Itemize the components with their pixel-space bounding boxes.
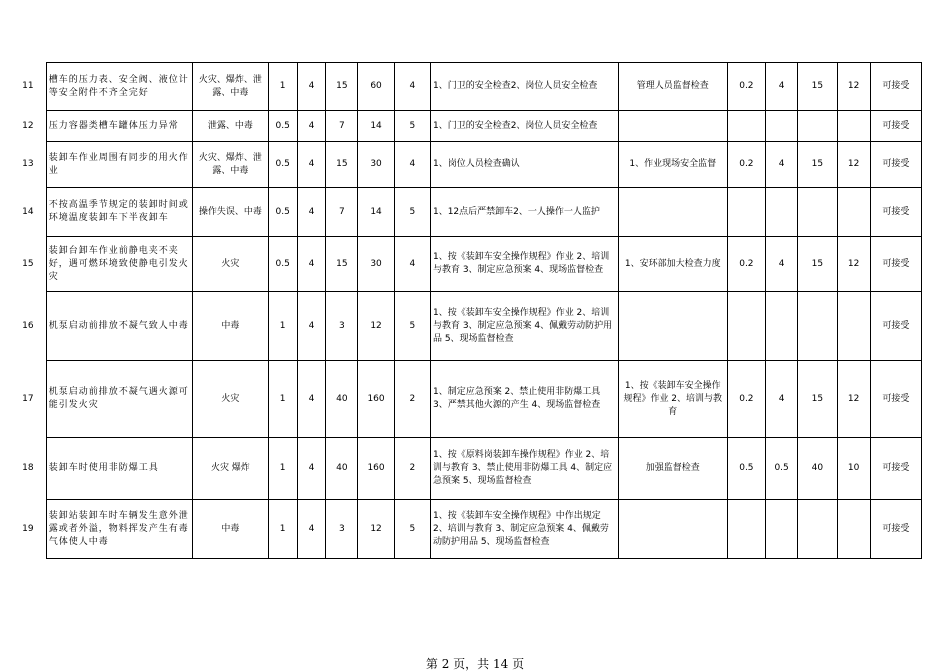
row-number: 18 — [10, 438, 46, 500]
residual-c: 15 — [798, 63, 837, 111]
residual-e: 4 — [766, 63, 798, 111]
hazard-description: 装卸台卸车作业前静电夹不夹好，遇可燃环境致使静电引发火灾 — [46, 237, 192, 292]
residual-e: 4 — [766, 237, 798, 292]
residual-l — [727, 188, 765, 237]
residual-d: 12 — [837, 63, 870, 111]
consequence: 操作失误、中毒 — [193, 188, 269, 237]
exposure-e: 4 — [297, 237, 326, 292]
table-row — [10, 361, 922, 438]
consequence-c: 40 — [326, 361, 358, 438]
row-number: 11 — [10, 63, 46, 111]
residual-l: 0.2 — [727, 142, 765, 188]
row-number: 17 — [10, 361, 46, 438]
row-number: 13 — [10, 142, 46, 188]
residual-e: 4 — [766, 142, 798, 188]
control-measures: 1、按《装卸车安全操作规程》中作出规定 2、培训与教育 3、制定应急预案 4、佩戴劳动防护用品 5、现场监督检查 — [430, 500, 618, 559]
residual-c: 15 — [798, 237, 837, 292]
residual-d — [837, 188, 870, 237]
row-number: 16 — [10, 292, 46, 361]
consequence-c: 3 — [326, 500, 358, 559]
hazard-description: 槽车的压力表、安全阀、液位计等安全附件不齐全完好 — [46, 63, 192, 111]
acceptability: 可接受 — [870, 237, 921, 292]
risk-score-d: 14 — [358, 111, 394, 142]
additional-measures: 管理人员监督检查 — [618, 63, 727, 111]
likelihood-l: 1 — [268, 292, 297, 361]
risk-level: 4 — [394, 142, 430, 188]
acceptability: 可接受 — [870, 438, 921, 500]
consequence: 火灾、爆炸、泄露、中毒 — [193, 142, 269, 188]
risk-score-d: 160 — [358, 438, 394, 500]
additional-measures: 1、安环部加大检查力度 — [618, 237, 727, 292]
consequence: 火灾、爆炸、泄露、中毒 — [193, 63, 269, 111]
additional-measures — [618, 292, 727, 361]
hazard-description: 装卸车时使用非防爆工具 — [46, 438, 192, 500]
residual-d — [837, 500, 870, 559]
consequence-c: 7 — [326, 111, 358, 142]
acceptability: 可接受 — [870, 361, 921, 438]
control-measures: 1、12点后严禁卸车2、一人操作一人监护 — [430, 188, 618, 237]
consequence: 火灾 — [193, 237, 269, 292]
exposure-e: 4 — [297, 292, 326, 361]
hazard-description: 不按高温季节规定的装卸时间或环境温度装卸车下半夜卸车 — [46, 188, 192, 237]
consequence-c: 15 — [326, 142, 358, 188]
hazard-description: 装卸车作业周围有同步的用火作业 — [46, 142, 192, 188]
consequence: 中毒 — [193, 292, 269, 361]
table-row — [10, 500, 922, 559]
control-measures: 1、制定应急预案 2、禁止使用非防爆工具 3、严禁其他火源的产生 4、现场监督检查 — [430, 361, 618, 438]
likelihood-l: 0.5 — [268, 188, 297, 237]
residual-d: 12 — [837, 142, 870, 188]
acceptability: 可接受 — [870, 500, 921, 559]
additional-measures: 加强监督检查 — [618, 438, 727, 500]
likelihood-l: 1 — [268, 438, 297, 500]
table-row — [10, 188, 922, 237]
table-row — [10, 237, 922, 292]
residual-c — [798, 292, 837, 361]
row-number: 15 — [10, 237, 46, 292]
residual-l: 0.2 — [727, 63, 765, 111]
control-measures: 1、门卫的安全检查2、岗位人员安全检查 — [430, 63, 618, 111]
additional-measures — [618, 111, 727, 142]
control-measures: 1、按《装卸车安全操作规程》作业 2、培训与教育 3、制定应急预案 4、现场监督检查 — [430, 237, 618, 292]
risk-level: 4 — [394, 63, 430, 111]
consequence: 中毒 — [193, 500, 269, 559]
hazard-description: 装卸站装卸车时车辆发生意外泄露或者外溢，物料挥发产生有毒气体使人中毒 — [46, 500, 192, 559]
residual-e — [766, 188, 798, 237]
residual-c — [798, 188, 837, 237]
risk-score-d: 30 — [358, 237, 394, 292]
risk-level: 2 — [394, 438, 430, 500]
risk-level: 5 — [394, 500, 430, 559]
likelihood-l: 0.5 — [268, 142, 297, 188]
table-row — [10, 438, 922, 500]
acceptability: 可接受 — [870, 292, 921, 361]
risk-score-d: 60 — [358, 63, 394, 111]
exposure-e: 4 — [297, 438, 326, 500]
likelihood-l: 1 — [268, 63, 297, 111]
exposure-e: 4 — [297, 188, 326, 237]
hazard-description: 压力容器类槽车罐体压力异常 — [46, 111, 192, 142]
residual-d: 12 — [837, 361, 870, 438]
table-row — [10, 142, 922, 188]
risk-level: 5 — [394, 292, 430, 361]
consequence-c: 40 — [326, 438, 358, 500]
row-number: 14 — [10, 188, 46, 237]
residual-c — [798, 111, 837, 142]
likelihood-l: 1 — [268, 361, 297, 438]
row-number: 19 — [10, 500, 46, 559]
residual-d: 12 — [837, 237, 870, 292]
risk-level: 5 — [394, 111, 430, 142]
hazard-description: 机泵启动前排放不凝气遇火源可能引发火灾 — [46, 361, 192, 438]
residual-l: 0.2 — [727, 361, 765, 438]
exposure-e: 4 — [297, 63, 326, 111]
risk-level: 4 — [394, 237, 430, 292]
risk-level: 2 — [394, 361, 430, 438]
acceptability: 可接受 — [870, 142, 921, 188]
risk-score-d: 160 — [358, 361, 394, 438]
page-footer: 第 2 页，共 14 页 — [425, 657, 525, 671]
residual-e — [766, 292, 798, 361]
control-measures: 1、门卫的安全检查2、岗位人员安全检查 — [430, 111, 618, 142]
additional-measures — [618, 188, 727, 237]
consequence-c: 15 — [326, 237, 358, 292]
exposure-e: 4 — [297, 361, 326, 438]
control-measures: 1、按《原料岗装卸车操作规程》作业 2、培训与教育 3、禁止使用非防爆工具 4、制定应急预案 5、现场监督检查 — [430, 438, 618, 500]
likelihood-l: 1 — [268, 500, 297, 559]
consequence: 泄露、中毒 — [193, 111, 269, 142]
acceptability: 可接受 — [870, 111, 921, 142]
residual-c: 40 — [798, 438, 837, 500]
table-row — [10, 111, 922, 142]
residual-l: 0.2 — [727, 237, 765, 292]
table-row — [10, 63, 922, 111]
exposure-e: 4 — [297, 500, 326, 559]
residual-e — [766, 111, 798, 142]
acceptability: 可接受 — [870, 63, 921, 111]
residual-l: 0.5 — [727, 438, 765, 500]
row-number: 12 — [10, 111, 46, 142]
residual-d — [837, 111, 870, 142]
hazard-description: 机泵启动前排放不凝气致人中毒 — [46, 292, 192, 361]
likelihood-l: 0.5 — [268, 237, 297, 292]
consequence-c: 15 — [326, 63, 358, 111]
exposure-e: 4 — [297, 111, 326, 142]
consequence: 火灾 — [193, 361, 269, 438]
risk-assessment-table — [10, 62, 922, 559]
residual-e: 0.5 — [766, 438, 798, 500]
acceptability: 可接受 — [870, 188, 921, 237]
likelihood-l: 0.5 — [268, 111, 297, 142]
exposure-e: 4 — [297, 142, 326, 188]
consequence: 火灾 爆炸 — [193, 438, 269, 500]
table-row — [10, 292, 922, 361]
risk-score-d: 12 — [358, 292, 394, 361]
residual-d — [837, 292, 870, 361]
risk-score-d: 30 — [358, 142, 394, 188]
risk-score-d: 12 — [358, 500, 394, 559]
consequence-c: 3 — [326, 292, 358, 361]
risk-score-d: 14 — [358, 188, 394, 237]
residual-d: 10 — [837, 438, 870, 500]
residual-c: 15 — [798, 361, 837, 438]
residual-e — [766, 500, 798, 559]
residual-l — [727, 292, 765, 361]
residual-l — [727, 111, 765, 142]
additional-measures: 1、按《装卸车安全操作规程》作业 2、培训与教育 — [618, 361, 727, 438]
residual-c — [798, 500, 837, 559]
residual-l — [727, 500, 765, 559]
additional-measures — [618, 500, 727, 559]
control-measures: 1、按《装卸车安全操作规程》作业 2、培训与教育 3、制定应急预案 4、佩戴劳动防护用品 5、现场监督检查 — [430, 292, 618, 361]
residual-c: 15 — [798, 142, 837, 188]
risk-level: 5 — [394, 188, 430, 237]
control-measures: 1、岗位人员检查确认 — [430, 142, 618, 188]
additional-measures: 1、作业现场安全监督 — [618, 142, 727, 188]
consequence-c: 7 — [326, 188, 358, 237]
residual-e: 4 — [766, 361, 798, 438]
